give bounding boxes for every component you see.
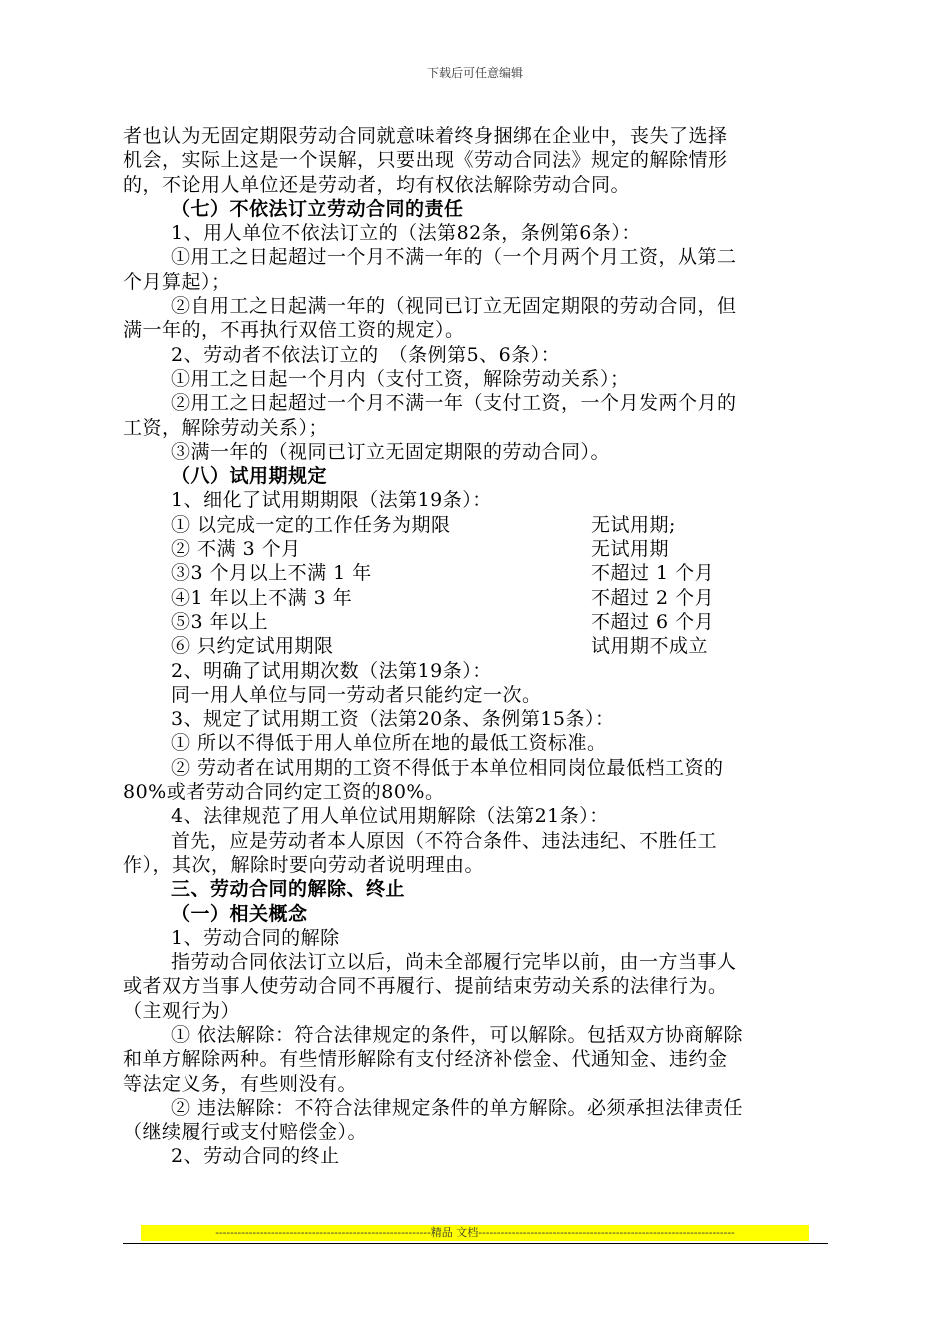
paragraph-line: ②自用工之日起满一年的（视同已订立无固定期限的劳动合同，但 (171, 295, 737, 318)
section-heading: （八）试用期规定 (171, 465, 328, 488)
paragraph-line: 工资，解除劳动关系）； (123, 416, 329, 439)
paragraph-line: ① 依法解除：符合法律规定的条件，可以解除。包括双方协商解除 (171, 1023, 744, 1046)
footer-rule (123, 1243, 828, 1244)
paragraph-line: 等法定义务，有些则没有。 (123, 1072, 358, 1095)
trial-row (123, 586, 823, 610)
paragraph-line: 者也认为无固定期限劳动合同就意味着终身捆绑在企业中，丧失了选择 (123, 125, 728, 147)
footer-banner: ----------------------------------------------------------精品 文档--------------------------------------------------------------------- (141, 1225, 809, 1241)
paragraph-line: ② 违法解除：不符合法律规定条件的单方解除。必须承担法律责任 (171, 1096, 744, 1119)
trial-duration: ① 以完成一定的工作任务为期限 (171, 513, 451, 536)
paragraph-line: 2、劳动者不依法订立的 （条例第5、6条）： (171, 343, 561, 366)
trial-limit: 无试用期 (591, 538, 670, 561)
paragraph-line: 首先，应是劳动者本人原因（不符合条件、违法违纪、不胜任工 (171, 829, 718, 852)
paragraph-line: 1、细化了试用期期限（法第19条）： (171, 489, 492, 512)
trial-limit: 无试用期; (591, 513, 676, 536)
paragraph-line: 1、用人单位不依法订立的（法第82条，条例第6条）： (171, 222, 641, 245)
paragraph-line: 作），其次，解除时要向劳动者说明理由。 (123, 853, 485, 876)
trial-duration: ④1 年以上不满 3 年 (171, 586, 353, 609)
trial-limit: 不超过 6 个月 (591, 610, 715, 633)
paragraph-line: ③满一年的（视同已订立无固定期限的劳动合同）。 (171, 440, 611, 463)
paragraph-line: 2、明确了试用期次数（法第19条）： (171, 659, 492, 682)
paragraph-line: 80%或者劳动合同约定工资的80%。 (123, 781, 445, 804)
paragraph-line: 2、劳动合同的终止 (171, 1145, 340, 1168)
paragraph-line: 的，不论用人单位还是劳动者，均有权依法解除劳动合同。 (123, 173, 631, 196)
paragraph-line: 或者双方当事人使劳动合同不再履行、提前结束劳动关系的法律行为。 (123, 975, 728, 998)
section-heading: 三、劳动合同的解除、终止 (171, 878, 406, 901)
page-header: 下载后可任意编辑 (426, 66, 523, 80)
section-heading: （七）不依法订立劳动合同的责任 (171, 197, 464, 220)
trial-duration: ② 不满 3 个月 (171, 538, 301, 561)
trial-row (123, 610, 823, 634)
trial-limit: 不超过 1 个月 (591, 562, 715, 585)
paragraph-line: （继续履行或支付赔偿金）。 (123, 1121, 368, 1144)
paragraph-line: 机会，实际上这是一个误解，只要出现《劳动合同法》规定的解除情形 (123, 149, 728, 172)
trial-duration: ⑥ 只约定试用期限 (171, 635, 334, 658)
paragraph-line: 4、法律规范了用人单位试用期解除（法第21条）： (171, 805, 609, 828)
section-part1 (123, 124, 823, 513)
paragraph-line: 满一年的，不再执行双倍工资的规定）。 (123, 319, 465, 342)
paragraph-line: ②用工之日起超过一个月不满一年（支付工资，一个月发两个月的 (171, 392, 737, 415)
paragraph-line: 指劳动合同依法订立以后，尚未全部履行完毕以前，由一方当事人 (171, 951, 737, 974)
trial-limit: 试用期不成立 (591, 635, 709, 658)
trial-row (123, 561, 823, 585)
trial-row (123, 513, 823, 537)
trial-row (123, 537, 823, 561)
paragraph-line: 同一用人单位与同一劳动者只能约定一次。 (171, 683, 542, 706)
paragraph-line: （主观行为） (123, 999, 241, 1022)
trial-period-table (123, 513, 823, 659)
document-body (123, 124, 823, 1169)
paragraph-line: ①用工之日起超过一个月不满一年的（一个月两个月工资，从第二 (171, 246, 737, 269)
trial-duration: ⑤3 年以上 (171, 610, 269, 633)
paragraph-line: 和单方解除两种。有些情形解除有支付经济补偿金、代通知金、违约金 (123, 1048, 728, 1071)
paragraph-line: ① 所以不得低于用人单位所在地的最低工资标准。 (171, 732, 607, 755)
trial-row (123, 634, 823, 658)
paragraph-line: 个月算起）； (123, 270, 231, 293)
paragraph-line: 1、劳动合同的解除 (171, 926, 340, 949)
paragraph-line: ② 劳动者在试用期的工资不得低于本单位相同岗位最低档工资的 (171, 756, 724, 779)
paragraph-line: ①用工之日起一个月内（支付工资，解除劳动关系）； (171, 367, 630, 390)
section-heading: （一）相关概念 (171, 902, 308, 925)
trial-limit: 不超过 2 个月 (591, 586, 715, 609)
section-part2 (123, 659, 823, 1169)
trial-duration: ③3 个月以上不满 1 年 (171, 562, 372, 585)
paragraph-line: 3、规定了试用期工资（法第20条、条例第15条）： (171, 708, 615, 731)
